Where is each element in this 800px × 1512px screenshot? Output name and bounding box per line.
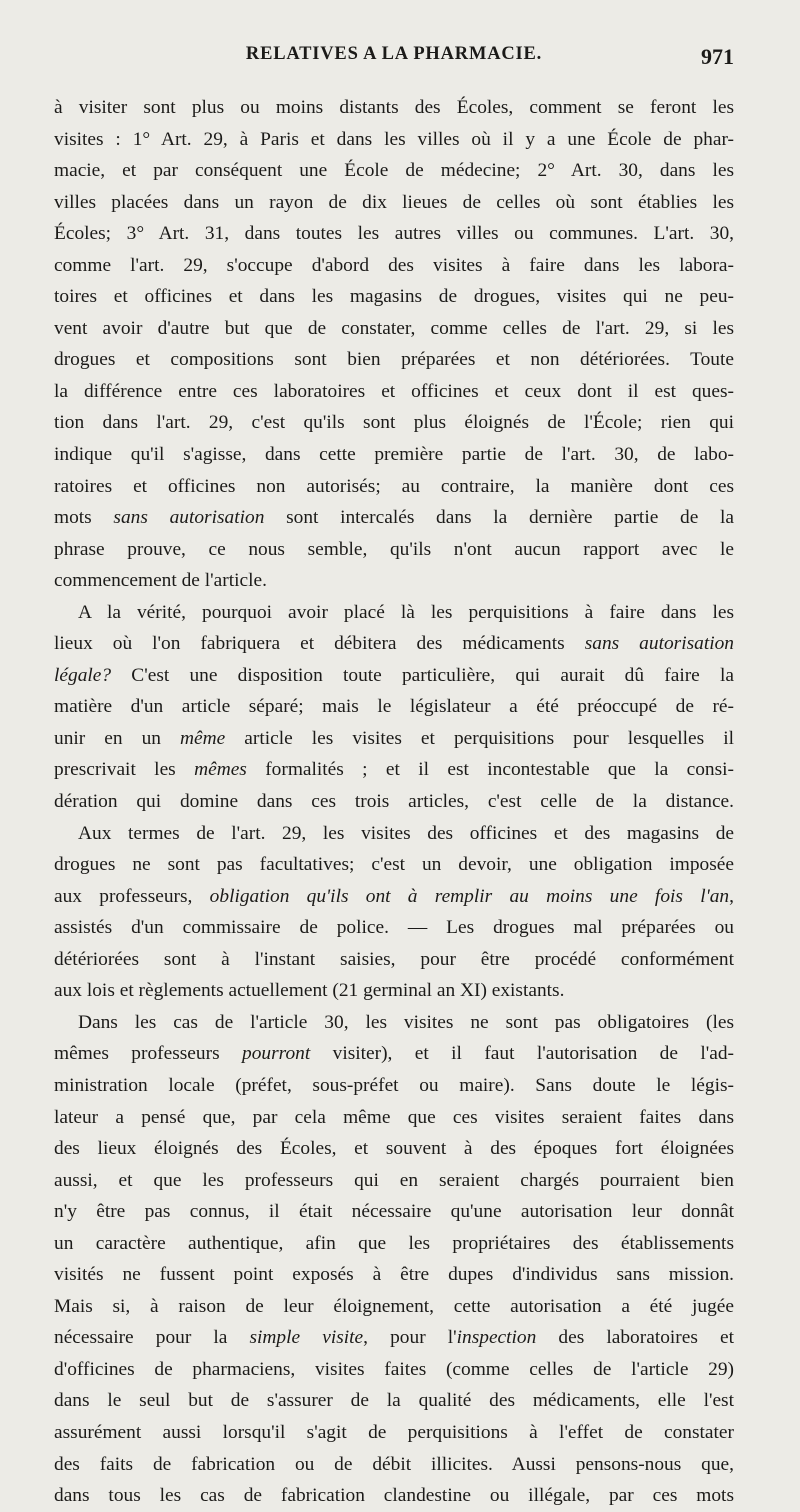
text-line [54, 1196, 734, 1228]
text-segment: assurément aussi lorsqu'il s'agit de perquisitions à l'effet de constater [54, 1421, 734, 1443]
text-segment: des laboratoires et [536, 1327, 734, 1349]
running-title: RELATIVES A LA PHARMACIE. [245, 44, 543, 64]
text-segment: mots [54, 507, 114, 529]
italic-text: légale? [54, 664, 112, 686]
text-line [54, 124, 734, 156]
text-segment: des faits de fabrication ou de débit illicites. Aussi pensons-nous que, [54, 1453, 734, 1475]
text-segment: commencement de l'article. [54, 570, 267, 592]
text-segment: un caractère authentique, afin que les propriétaires des établissements [54, 1232, 734, 1254]
text-segment: formalités ; et il est incontestable que la consi- [246, 759, 734, 781]
text-segment: C'est une disposition toute particulière, qui aurait dû faire la [111, 664, 734, 686]
text-line [54, 1228, 734, 1260]
text-line [54, 1102, 734, 1134]
italic-text: sans autorisation [113, 507, 265, 529]
text-segment: prescrivait les [54, 759, 195, 781]
italic-text: pourront [242, 1043, 311, 1065]
text-segment: aux lois et règlements actuellement (21 germinal an XI) existants. [54, 980, 565, 1002]
text-line [54, 1165, 734, 1197]
text-line [54, 975, 734, 1007]
text-line [54, 1070, 734, 1102]
text-segment: dans le seul but de s'assurer de la qualité des médicaments, elle l'est [54, 1390, 734, 1412]
text-line [54, 281, 734, 313]
text-segment: Écoles; 3° Art. 31, dans toutes les autres villes ou communes. L'art. 30, [54, 223, 734, 245]
text-line [54, 155, 734, 187]
text-line [54, 818, 734, 850]
italic-text: simple visite [249, 1327, 364, 1349]
text-segment: Dans les cas de l'article 30, les visites ne sont pas obligatoires (les [78, 1011, 734, 1033]
italic-text: mêmes [194, 759, 247, 781]
text-line [54, 1259, 734, 1291]
text-segment: visités ne fussent point exposés à être dupes d'individus sans mission. [54, 1264, 734, 1286]
text-line [54, 1007, 734, 1039]
text-segment: visiter), et il faut l'autorisation de l'ad- [310, 1043, 734, 1065]
text-line [54, 1354, 734, 1386]
text-line [54, 597, 734, 629]
text-segment: drogues ne sont pas facultatives; c'est un devoir, une obligation imposée [54, 854, 734, 876]
text-line [54, 344, 734, 376]
text-line [54, 534, 734, 566]
text-segment: tion dans l'art. 29, c'est qu'ils sont plus éloignés de l'École; rien qui [54, 412, 734, 434]
text-segment: Mais si, à raison de leur éloignement, cette autorisation a été jugée [54, 1295, 734, 1317]
text-segment: assistés d'un commissaire de police. — Les drogues mal préparées ou [54, 917, 734, 939]
text-line [54, 1385, 734, 1417]
text-segment: comme l'art. 29, s'occupe d'abord des visites à faire dans les labora- [54, 254, 734, 276]
text-segment: dération qui domine dans ces trois articles, c'est celle de la distance. [54, 791, 734, 813]
text-line [54, 1480, 734, 1512]
text-segment: aussi, et que les professeurs qui en seraient chargés pourraient bien [54, 1169, 734, 1191]
text-line [54, 754, 734, 786]
italic-text: même [180, 727, 226, 749]
text-line [54, 92, 734, 124]
italic-text: inspection [456, 1327, 537, 1349]
text-segment: Aux termes de l'art. 29, les visites des officines et des magasins de [78, 822, 734, 844]
text-segment: matière d'un article séparé; mais le législateur a été préoccupé de ré- [54, 696, 734, 718]
text-segment: , pour l' [363, 1327, 457, 1349]
page-number: 971 [701, 44, 734, 69]
text-line [54, 944, 734, 976]
text-segment: ratoires et officines non autorisés; au contraire, la manière dont ces [54, 475, 734, 497]
text-line [54, 250, 734, 282]
text-segment: aux professeurs, [54, 885, 210, 907]
text-segment: lateur a pensé que, par cela même que ces visites seraient faites dans [54, 1106, 734, 1128]
text-segment: toires et officines et dans les magasins de drogues, visites qui ne peu- [54, 286, 734, 308]
text-line [54, 849, 734, 881]
text-line [54, 723, 734, 755]
text-segment: nécessaire pour la [54, 1327, 250, 1349]
text-segment: A la vérité, pourquoi avoir placé là les perquisitions à faire dans les [78, 601, 734, 623]
text-line [54, 1449, 734, 1481]
text-line [54, 218, 734, 250]
italic-text: sans autorisation [584, 633, 734, 655]
text-line [54, 1038, 734, 1070]
text-segment: mêmes professeurs [54, 1043, 242, 1065]
text-segment: , [729, 885, 734, 907]
text-line [54, 471, 734, 503]
text-line [54, 313, 734, 345]
text-line [54, 628, 734, 660]
text-segment: article les visites et perquisitions pour lesquelles il [225, 727, 734, 749]
text-segment: détériorées sont à l'instant saisies, pour être procédé conformément [54, 948, 734, 970]
text-line [54, 502, 734, 534]
text-segment: visites : 1° Art. 29, à Paris et dans les villes où il y a une École de phar- [54, 128, 734, 150]
text-segment: des lieux éloignés des Écoles, et souvent à des époques fort éloignées [54, 1138, 734, 1160]
body-text [54, 92, 734, 1512]
text-segment: phrase prouve, ce nous semble, qu'ils n'ont aucun rapport avec le [54, 538, 734, 560]
text-segment: macie, et par conséquent une École de médecine; 2° Art. 30, dans les [54, 160, 734, 182]
text-segment: ministration locale (préfet, sous-préfet ou maire). Sans doute le légis- [54, 1074, 734, 1096]
text-line [54, 912, 734, 944]
text-segment: la différence entre ces laboratoires et officines et ceux dont il est ques- [54, 380, 734, 402]
text-segment: lieux où l'on fabriquera et débitera des médicaments [54, 633, 585, 655]
text-segment: d'officines de pharmaciens, visites faites (comme celles de l'article 29) [54, 1358, 734, 1380]
text-line [54, 1291, 734, 1323]
running-head [54, 44, 734, 78]
text-segment: villes placées dans un rayon de dix lieues de celles où sont établies les [54, 191, 734, 213]
text-line [54, 881, 734, 913]
text-line [54, 786, 734, 818]
text-segment: dans tous les cas de fabrication clandestine ou illégale, par ces mots [54, 1485, 734, 1507]
text-line [54, 1133, 734, 1165]
text-segment: n'y être pas connus, il était nécessaire qu'une autorisation leur donnât [54, 1201, 734, 1223]
text-segment: indique qu'il s'agisse, dans cette première partie de l'art. 30, de labo- [54, 444, 734, 466]
italic-text: obligation qu'ils ont à remplir au moins une fois l'an [209, 885, 730, 907]
text-line [54, 1417, 734, 1449]
text-line [54, 1322, 734, 1354]
text-line [54, 376, 734, 408]
text-line [54, 691, 734, 723]
text-segment: vent avoir d'autre but que de constater, comme celles de l'art. 29, si les [54, 317, 734, 339]
text-line [54, 439, 734, 471]
text-line [54, 407, 734, 439]
text-line [54, 187, 734, 219]
text-segment: sont intercalés dans la dernière partie de la [264, 507, 734, 529]
text-segment: unir en un [54, 727, 181, 749]
text-segment: à visiter sont plus ou moins distants des Écoles, comment se feront les [54, 97, 734, 118]
text-line [54, 660, 734, 692]
text-line [54, 565, 734, 597]
text-segment: drogues et compositions sont bien préparées et non détériorées. Toute [54, 349, 734, 371]
